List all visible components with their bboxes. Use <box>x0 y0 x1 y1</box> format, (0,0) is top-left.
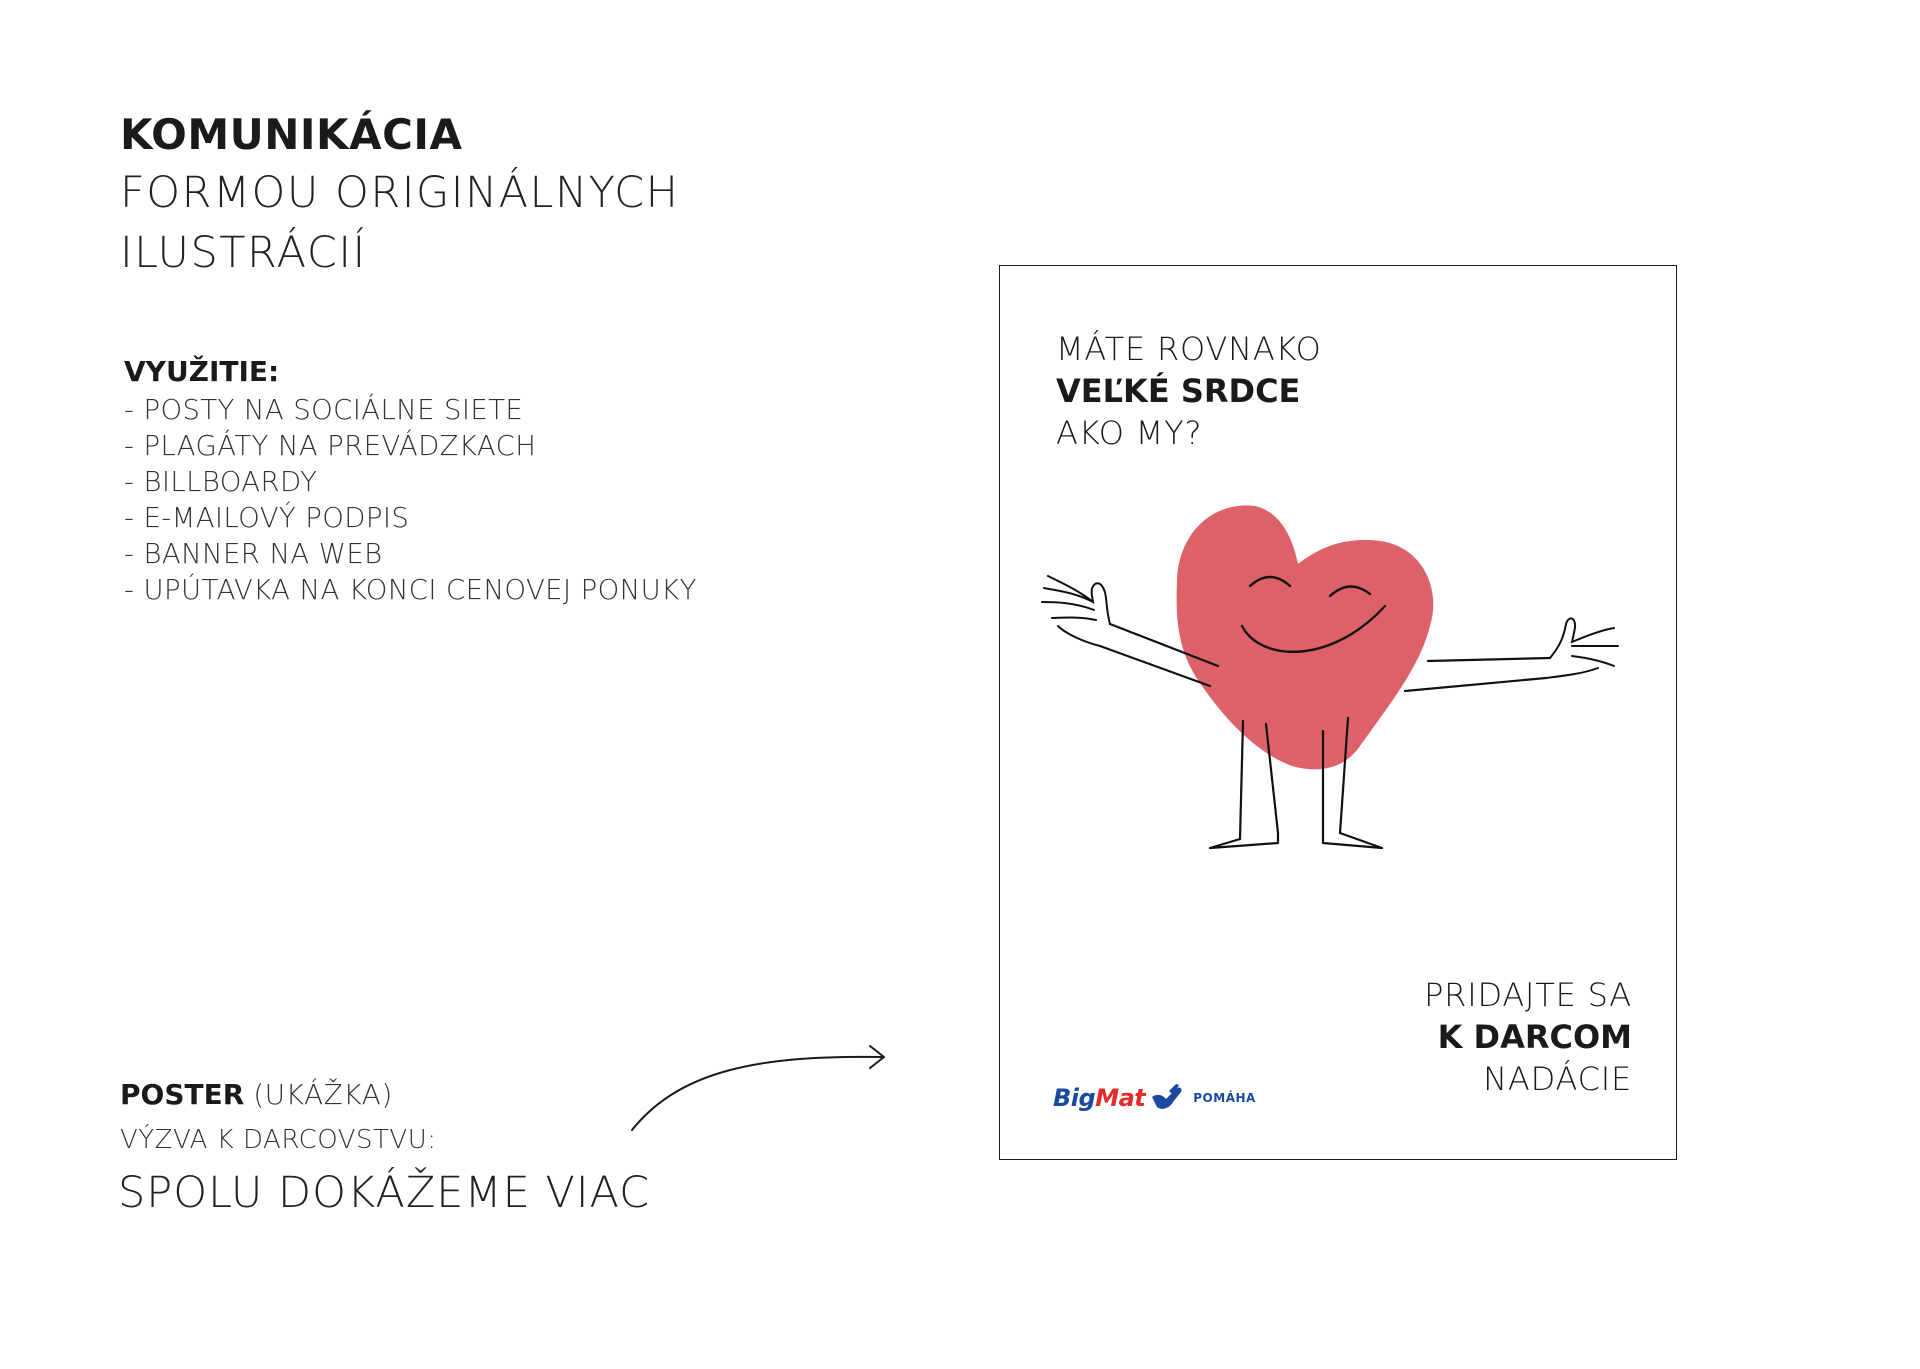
usage-item: - UPÚTAVKA NA KONCI CENOVEJ PONUKY <box>124 574 697 606</box>
heading-subtitle-line-2: ILUSTRÁCIÍ <box>120 228 367 278</box>
poster-cta-line-3: NADÁCIE <box>1483 1060 1632 1098</box>
pomaha-wordmark: POMÁHA <box>1193 1091 1256 1105</box>
heading-title: KOMUNIKÁCIA <box>120 110 463 159</box>
poster-cta-line-1: PRIDAJTE SA <box>1424 976 1632 1014</box>
heart-character-illustration <box>1030 496 1640 946</box>
bigmat-wordmark <box>1053 1084 1145 1112</box>
arrow-icon <box>620 1030 900 1140</box>
poster-call-to-donate: VÝZVA K DARCOVSTVU: <box>120 1125 437 1155</box>
usage-item: - BILLBOARDY <box>124 466 318 498</box>
heart-shape <box>1177 506 1434 770</box>
poster-slogan: SPOLU DOKÁŽEME VIAC <box>118 1168 651 1218</box>
usage-item: - POSTY NA SOCIÁLNE SIETE <box>124 394 524 426</box>
usage-heading: VYUŽITIE: <box>124 355 280 388</box>
poster-caption-note: (UKÁŽKA) <box>253 1078 393 1111</box>
helping-hand-icon <box>1149 1083 1189 1113</box>
heading-subtitle-line-1: FORMOU ORIGINÁLNYCH <box>120 168 680 218</box>
poster-preview <box>999 265 1677 1160</box>
usage-item: - PLAGÁTY NA PREVÁDZKACH <box>124 430 537 462</box>
poster-cta-line-2: K DARCOM <box>1437 1018 1632 1056</box>
poster-caption <box>120 1078 393 1111</box>
poster-question-line-2: VEĽKÉ SRDCE <box>1056 372 1301 410</box>
poster-question-line-1: MÁTE ROVNAKO <box>1056 330 1322 368</box>
poster-question-line-3: AKO MY? <box>1056 414 1203 452</box>
usage-item: - BANNER NA WEB <box>124 538 383 570</box>
usage-item: - E-MAILOVÝ PODPIS <box>124 502 410 534</box>
bigmat-wordmark-mat: Mat <box>1095 1084 1146 1112</box>
bigmat-pomaha-logo <box>1053 1078 1256 1118</box>
poster-caption-label: POSTER <box>120 1078 245 1111</box>
bigmat-wordmark-big: Big <box>1053 1084 1096 1112</box>
usage-list <box>124 392 697 608</box>
